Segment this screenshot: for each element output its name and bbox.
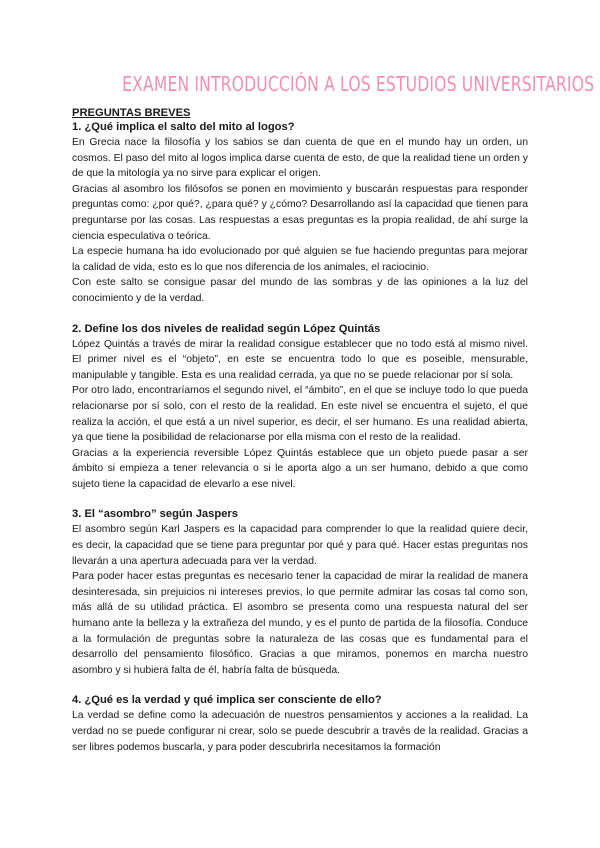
question-heading: 2. Define los dos niveles de realidad según López Quintás xyxy=(72,322,381,335)
question-heading: 1. ¿Qué implica el salto del mito al logos? xyxy=(72,121,295,133)
paragraph: Con este salto se consigue pasar del mundo de las sombras y de las opiniones a la luz del conocimiento y de la verdad. xyxy=(72,277,528,304)
document-title: EXAMEN INTRODUCCIÓN A LOS ESTUDIOS UNIVERSITARIOS xyxy=(122,72,595,96)
paragraph: Gracias a la experiencia reversible López Quintás establece que un objeto puede pasar a ser ámbito si empieza a tener relevancia o si le aporta algo a un ser humano, debido a que como sujeto tiene la capacidad de elevarlo a ese nivel. xyxy=(72,447,528,490)
paragraph: El asombro según Karl Jaspers es la capacidad para comprender lo que la realidad quiere decir, es decir, la capacidad que se tiene para preguntar por qué y para qué. Hacer estas preguntas nos llevarán a una apertura adecuada para ver la verdad. xyxy=(72,524,528,567)
paragraph: La especie humana ha ido evolucionado por qué alguien se fue haciendo preguntas para mejorar la calidad de vida, esto es lo que nos diferencia de los animales, el raciocinio. xyxy=(72,246,528,273)
question-heading: 4. ¿Qué es la verdad y qué implica ser consciente de ello? xyxy=(72,694,382,707)
section-subheading: PREGUNTAS BREVES xyxy=(72,107,191,119)
paragraph: Gracias al asombro los filósofos se ponen en movimiento y buscarán respuestas para responder preguntas como: ¿por qué?, ¿para qué? y ¿cómo? Desarrollando así la capacidad que tienen para preguntarse por las cosas. Las respuestas a esas preguntas es la propia realidad, de ahí surge la ciencia especulativa o teórica. xyxy=(72,183,528,242)
paragraph: López Quintás a través de mirar la realidad consigue establecer que no todo está al mismo nivel. El primer nivel es el “objeto”, en este se encuentra todo lo que es poseible, mensurable, manipulable y tangible. Esta es una realidad cerrada, ya que no se puede relacionar por sí sola. xyxy=(72,338,528,381)
paragraph: En Grecia nace la filosofía y los sabios se dan cuenta de que en el mundo hay un orden, un cosmos. El paso del mito al logos implica darse cuenta de esto, de que la realidad tiene un orden y de que la mitología ya no sirve para explicar el origen. xyxy=(72,137,528,180)
question-section-1 xyxy=(72,120,528,307)
question-section-4 xyxy=(72,693,528,755)
question-heading: 3. El “asombro” según Jaspers xyxy=(72,508,239,521)
paragraph: La verdad se define como la adecuación de nuestros pensamientos y acciones a la realidad. La verdad no se puede configurar ni crear, solo se puede descubrir a través de la realidad. Gracias a ser libres podemos buscarla, y para poder descubrirla necesitamos la formación xyxy=(72,710,528,753)
question-section-2 xyxy=(72,322,528,493)
paragraph: Para poder hacer estas preguntas es necesario tener la capacidad de mirar la realidad de manera desinteresada, sin prejuicios ni intereses previos, lo que permite admirar las cosas tal como son, más allá de su utilidad práctica. El asombro se presenta como una respuesta natural del ser humano ante la belleza y la extrañeza del mundo, y es el punto de partida de la filosofía. Conduce a la formulación de preguntas sobre la naturaleza de las cosas que es fundamental para el desarrollo del pensamiento filosófico. Gracias a que miramos, ponemos en marcha nuestro asombro y si hubiera falta de él, habría falta de búsqueda. xyxy=(72,571,528,676)
paragraph: Por otro lado, encontraríamos el segundo nivel, el “ámbito”, en el que se incluye todo lo que pueda relacionarse por sí solo, con el resto de la realidad. En este nivel se encuentra el sujeto, el que realiza la acción, el que está a un nivel superior, es decir, el ser humano. Es una realidad abierta, ya que tiene la posibilidad de relacionarse por ella misma con el resto de la realidad. xyxy=(72,385,528,444)
question-section-3 xyxy=(72,507,528,678)
